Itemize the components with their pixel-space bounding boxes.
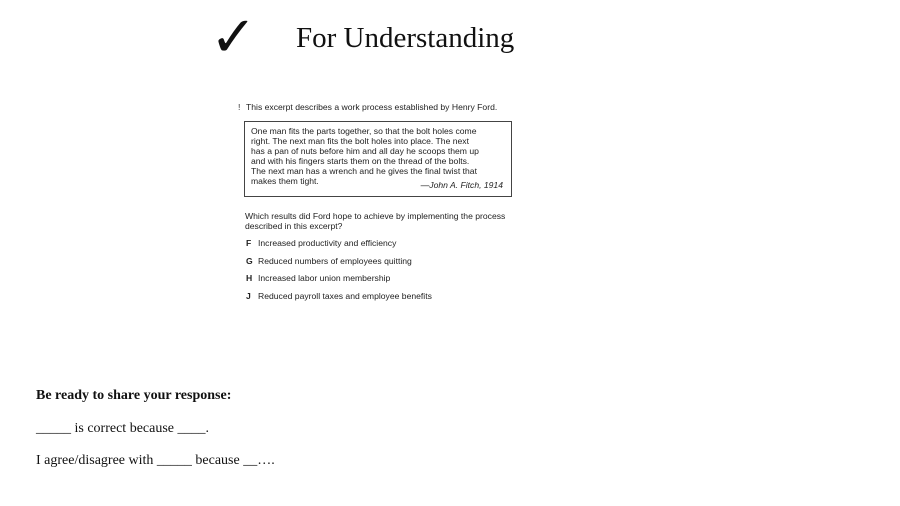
question-intro xyxy=(238,102,497,112)
excerpt-attribution: —John A. Fitch, 1914 xyxy=(420,180,503,190)
slide-header xyxy=(0,0,900,80)
choice-letter: J xyxy=(246,290,251,301)
excerpt-line: One man fits the parts together, so that the bolt holes come xyxy=(251,126,477,136)
excerpt-box xyxy=(244,121,512,197)
stem-line: described in this excerpt? xyxy=(245,221,343,231)
sentence-frame-2: I agree/disagree with _____ because __…. xyxy=(36,453,275,468)
excerpt-line: and with his fingers starts them on the thread of the bolts. xyxy=(251,156,470,166)
excerpt-line: right. The next man fits the bolt holes into place. The next xyxy=(251,136,469,146)
checkmark-icon: ✓ xyxy=(210,5,257,70)
choice-letter: G xyxy=(246,255,253,266)
answer-choice-g[interactable] xyxy=(246,256,432,274)
answer-choice-f[interactable] xyxy=(246,238,432,256)
choice-text: Reduced numbers of employees quitting xyxy=(258,255,412,266)
excerpt-line: makes them tight. xyxy=(251,176,319,186)
slide-title: For Understanding xyxy=(296,22,515,54)
choice-text: Increased productivity and efficiency xyxy=(258,238,397,248)
intro-text: This excerpt describes a work process established by Henry Ford. xyxy=(246,102,498,112)
answer-choices xyxy=(246,238,432,308)
answer-choice-j[interactable] xyxy=(246,291,432,309)
choice-text: Increased labor union membership xyxy=(258,273,391,283)
choice-letter: H xyxy=(246,273,253,283)
sentence-frame-1: _____ is correct because ____. xyxy=(36,421,209,436)
excerpt-line: The next man has a wrench and he gives the final twist that xyxy=(251,166,477,176)
intro-mark: ! xyxy=(238,102,241,112)
choice-letter: F xyxy=(246,238,252,248)
choice-text: Reduced payroll taxes and employee benefits xyxy=(258,290,432,301)
stem-line: Which results did Ford hope to achieve by implementing the process xyxy=(245,211,506,221)
answer-choice-h[interactable] xyxy=(246,273,432,291)
prompt-title: Be ready to share your response: xyxy=(36,388,232,403)
question-stem xyxy=(245,211,545,231)
excerpt-line: has a pan of nuts before him and all day he scoops them up xyxy=(251,146,479,156)
